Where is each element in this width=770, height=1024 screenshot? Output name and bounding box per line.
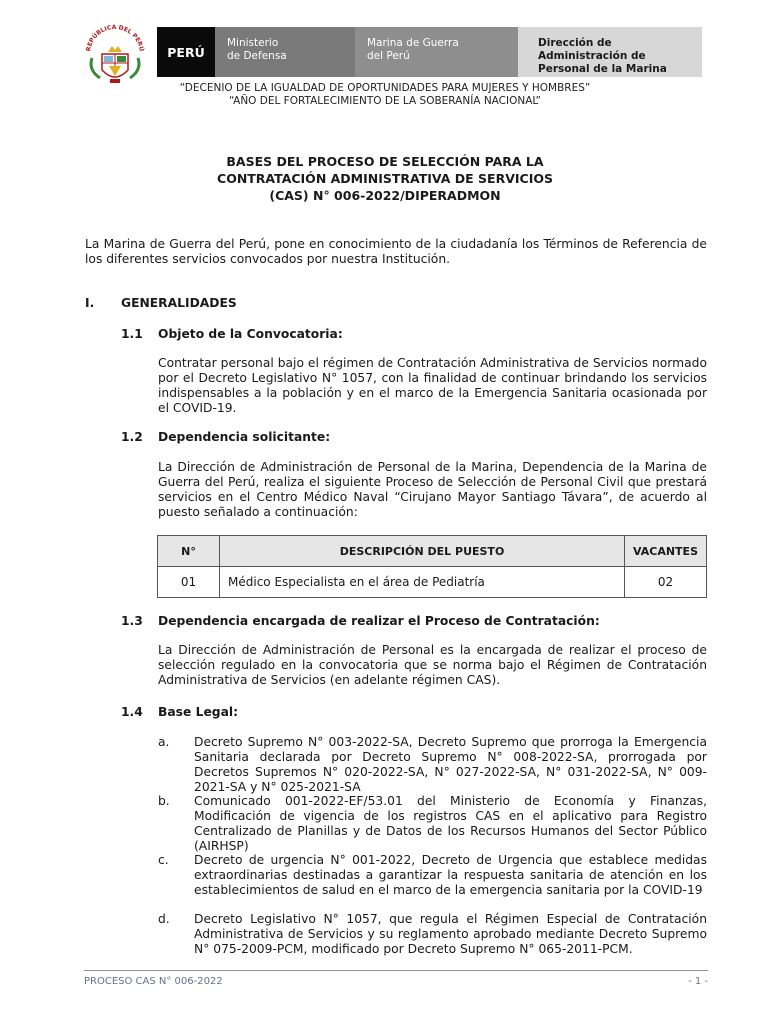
col-header-vacancies: VACANTES <box>625 536 707 567</box>
subsection-1-1-title: Objeto de la Convocatoria: <box>158 327 343 341</box>
legal-item-a-text: Decreto Supremo N° 003-2022-SA, Decreto Supremo que prorroga la Emergencia Sanitaria declarada por Decreto Supremo N° 008-2022-SA, prorrogada por Decretos Supremos N° 020-2022-SA, N° 027-2022-SA, N° 031-2022-SA, N° 009-2021-SA y N° 025-2021-SA <box>194 735 707 794</box>
header-marina-box <box>355 27 518 77</box>
header-direccion-line2: Personal de la Marina <box>538 63 667 75</box>
cell-number: 01 <box>158 567 220 598</box>
subsection-1-4-title: Base Legal: <box>158 705 239 719</box>
doc-title-line-2: CONTRATACIÓN ADMINISTRATIVA DE SERVICIOS <box>217 171 553 186</box>
cell-description: Médico Especialista en el área de Pediatría <box>220 567 625 598</box>
crest-caption: REPÚBLICA DEL PERÚ <box>85 24 145 52</box>
footer-page-number: - 1 - <box>688 976 708 987</box>
legal-item-c-letter: c. <box>158 853 169 867</box>
footer-process-label: PROCESO CAS N° 006-2022 <box>84 976 223 987</box>
doc-title-line-3: (CAS) N° 006-2022/DIPERADMON <box>269 188 501 203</box>
legal-item-b-text: Comunicado 001-2022-EF/53.01 del Ministerio de Economía y Finanzas, Modificación de vigencia de los registros CAS en el aplicativo para Registro Centralizado de Planillas y de Datos de los Recursos Humanos del Sector Público (AIRHSP) <box>194 794 707 853</box>
cell-vacancies: 02 <box>625 567 707 598</box>
decade-line-2: “AÑO DEL FORTALECIMIENTO DE LA SOBERANÍA NACIONAL” <box>229 95 541 107</box>
svg-text:REPÚBLICA DEL PERÚ <box>85 24 145 52</box>
header-ministerio-line2: de Defensa <box>227 50 287 62</box>
legal-item-b-letter: b. <box>158 794 170 808</box>
header-marina-line1: Marina de Guerra <box>367 37 459 49</box>
header-ministerio-box <box>215 27 355 77</box>
section-number: I. <box>85 296 95 310</box>
subsection-1-2-number: 1.2 <box>121 430 143 444</box>
table-header-row <box>158 536 707 567</box>
subsection-1-1-number: 1.1 <box>121 327 143 341</box>
subsection-1-1-text: Contratar personal bajo el régimen de Contratación Administrativa de Servicios normado por el Decreto Legislativo N° 1057, con la finalidad de continuar brindando los servicios indispensables a la población y en el marco de la Emergencia Sanitaria ocasionada por el COVID-19. <box>158 356 707 415</box>
header-marina-line2: del Perú <box>367 50 410 62</box>
legal-item-d-text: Decreto Legislativo N° 1057, que regula el Régimen Especial de Contratación Administrativa de Servicios y su reglamento aprobado mediante Decreto Supremo N° 075-2009-PCM, modificado por Decreto Supremo N° 065-2011-PCM. <box>194 912 707 956</box>
subsection-1-2-text: La Dirección de Administración de Personal de la Marina, Dependencia de la Marina de Guerra del Perú, realiza el siguiente Proceso de Selección de Personal Civil que prestará servicios en el Centro Médico Naval “Cirujano Mayor Santiago Távara”, de acuerdo al puesto señalado a continuación: <box>158 460 707 519</box>
subsection-1-3-text: La Dirección de Administración de Personal es la encargada de realizar el proceso de selección regulado en la convocatoria que se norma bajo el Régimen de Contratación Administrativa de Servicios (en adelante régimen CAS). <box>158 643 707 687</box>
subsection-1-3-title: Dependencia encargada de realizar el Proceso de Contratación: <box>158 614 600 628</box>
legal-item-d-letter: d. <box>158 912 170 926</box>
legal-item-a-letter: a. <box>158 735 170 749</box>
subsection-1-3-number: 1.3 <box>121 614 143 628</box>
header-ministerio-line1: Ministerio <box>227 37 279 49</box>
header-direccion-box <box>518 27 702 77</box>
footer-divider <box>84 970 708 971</box>
positions-table <box>157 535 707 598</box>
legal-item-c-text: Decreto de urgencia N° 001-2022, Decreto de Urgencia que establece medidas extraordinarias destinadas a garantizar la respuesta sanitaria de atención en los establecimientos de salud en el marco de la emergencia sanitaria por la COVID-19 <box>194 853 707 897</box>
decade-line-1: “DECENIO DE LA IGUALDAD DE OPORTUNIDADES PARA MUJERES Y HOMBRES” <box>179 82 591 94</box>
intro-paragraph: La Marina de Guerra del Perú, pone en conocimiento de la ciudadanía los Términos de Referencia de los diferentes servicios convocados por nuestra Institución. <box>85 237 707 266</box>
doc-title-line-1: BASES DEL PROCESO DE SELECCIÓN PARA LA <box>226 154 544 169</box>
section-title: GENERALIDADES <box>121 296 237 310</box>
table-row <box>158 567 707 598</box>
header-peru-label: PERÚ <box>157 27 215 77</box>
subsection-1-2-title: Dependencia solicitante: <box>158 430 331 444</box>
subsection-1-4-number: 1.4 <box>121 705 143 719</box>
col-header-description: DESCRIPCIÓN DEL PUESTO <box>220 536 625 567</box>
header-direccion-line1: Dirección de Administración de <box>538 37 646 62</box>
col-header-number: N° <box>158 536 220 567</box>
peru-coat-of-arms-icon <box>82 24 148 90</box>
